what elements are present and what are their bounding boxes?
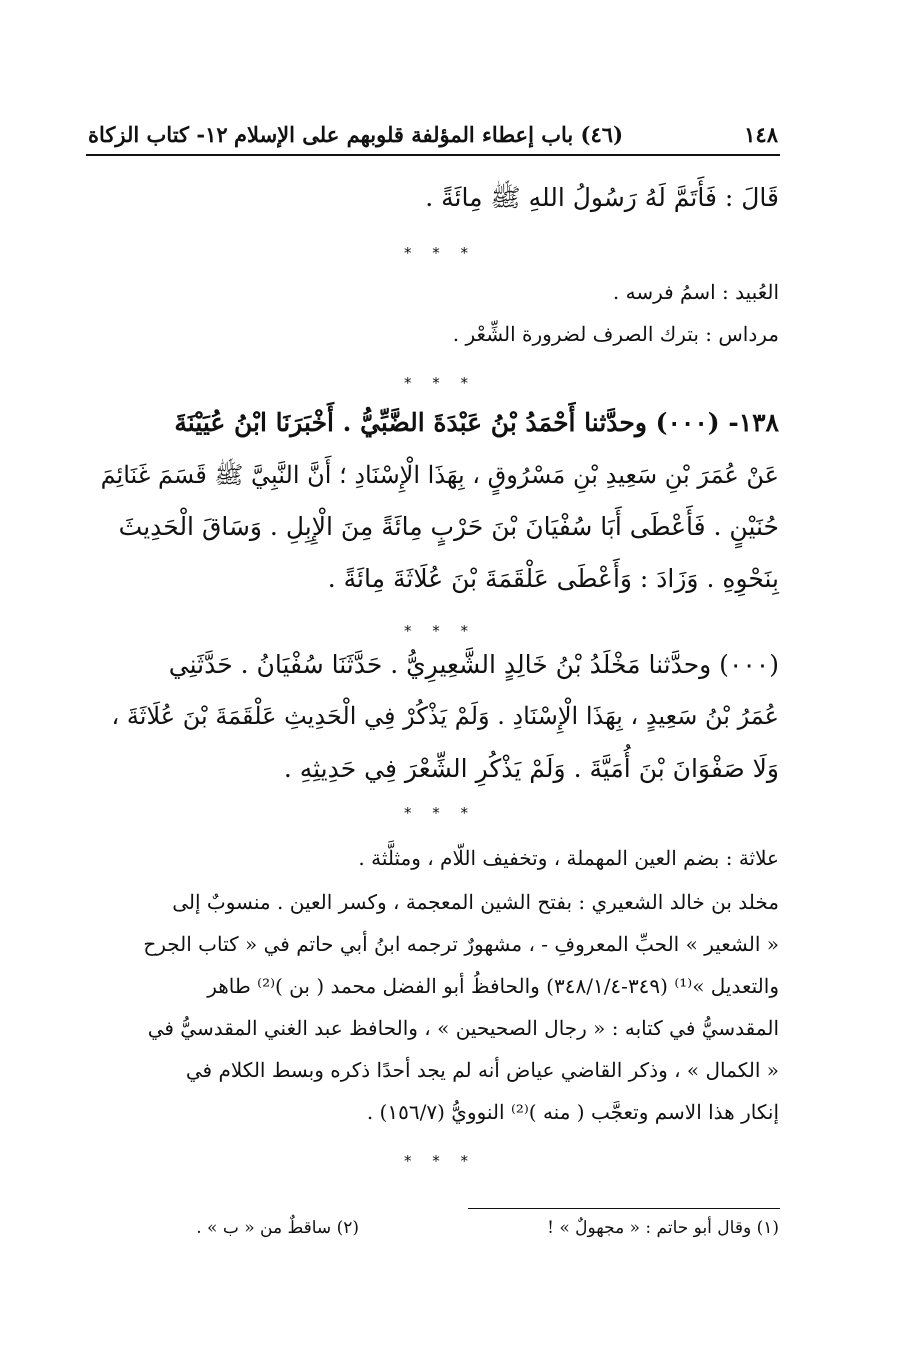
footnote-rule bbox=[468, 1208, 780, 1209]
section-separator: * * * bbox=[403, 374, 477, 392]
section-separator: * * * bbox=[403, 622, 477, 640]
running-header bbox=[88, 118, 778, 154]
text-line: قَالَ : فَأَتَمَّ لَهُ رَسُولُ اللهِ ﷺ مِائَةً . bbox=[425, 183, 779, 212]
note-line: علاثة : بضم العين المهملة ، وتخفيف اللّام ، ومثلَّثة . bbox=[358, 846, 779, 870]
footnote-1: (١) وقال أبو حاتم : « مجهولٌ » ! bbox=[547, 1218, 779, 1238]
hadith-line: ١٣٨- (٠٠٠) وحدَّثنا أَحْمَدُ بْنُ عَبْدَةَ الضَّبِّيُّ . أَخْبَرَنَا ابْنُ عُيَيْنَةَ bbox=[174, 408, 779, 437]
section-separator: * * * bbox=[403, 804, 477, 822]
hadith-line: بِنَحْوِهِ . وَزَادَ : وَأَعْطَى عَلْقَمَةَ بْنَ عُلَاثَةَ مِائَةً . bbox=[327, 564, 779, 593]
footnote-2: (٢) ساقطٌ من « ب » . bbox=[196, 1218, 359, 1238]
hadith-line: عُمَرُ بْنُ سَعِيدٍ ، بِهَذَا الْإِسْنَادِ . وَلَمْ يَذْكُرْ فِي الْحَدِيثِ عَلْقَمَةَ بْنَ عُلَاثَةَ ، bbox=[111, 702, 779, 730]
book-title: ١٢- كتاب الزكاة bbox=[88, 122, 228, 147]
hadith-line: عَنْ عُمَرَ بْنِ سَعِيدِ بْنِ مَسْرُوقٍ ، بِهَذَا الْإِسْنَادِ ؛ أَنَّ النَّبِيَّ ﷺ قَسَمَ غَنَائِمَ bbox=[100, 461, 779, 489]
hadith-line: وَلَا صَفْوَانَ بْنَ أُمَيَّةَ . وَلَمْ يَذْكُرِ الشِّعْرَ فِي حَدِيثِهِ . bbox=[283, 754, 779, 783]
note-line: والتعديل »⁽¹⁾ (٣٤٩-٣٤٨/١/٤) والحافظُ أبو الفضل محمد ( بن )⁽²⁾ طاهر bbox=[207, 974, 779, 998]
note-line: « الكمال » ، وذكر القاضي عياض أنه لم يجد أحدًا ذكره وبسط الكلام في bbox=[185, 1058, 779, 1082]
note-line: إنكار هذا الاسم وتعجَّب ( منه )⁽²⁾ النوويُّ (١٥٦/٧) . bbox=[366, 1100, 779, 1124]
note-line: مخلد بن خالد الشعيري : بفتح الشين المعجمة ، وكسر العين . منسوبٌ إلى bbox=[172, 890, 779, 914]
chapter-title: (٤٦) باب إعطاء المؤلفة قلوبهم على الإسلام bbox=[234, 122, 623, 147]
note-line: مرداس : بترك الصرف لضرورة الشِّعْر . bbox=[452, 322, 779, 346]
note-line: المقدسيُّ في كتابه : « رجال الصحيحين » ، والحافظ عبد الغني المقدسيُّ في bbox=[147, 1016, 779, 1040]
note-line: العُبيد : اسمُ فرسه . bbox=[612, 280, 779, 304]
section-separator: * * * bbox=[403, 1152, 477, 1170]
note-line: « الشعير » الحبِّ المعروفِ - ، مشهورٌ ترجمه ابنُ أبي حاتم في « كتاب الجرح bbox=[143, 932, 779, 956]
page-number: ١٤٨ bbox=[744, 122, 778, 147]
section-separator: * * * bbox=[403, 244, 477, 262]
header-rule bbox=[86, 154, 780, 156]
hadith-line: حُنَيْنٍ . فَأَعْطَى أَبَا سُفْيَانَ بْنَ حَرْبٍ مِائَةً مِنَ الْإِبِلِ . وَسَاقَ الْحَدِيثَ bbox=[118, 512, 779, 541]
hadith-line: (٠٠٠) وحدَّثنا مَخْلَدُ بْنُ خَالِدٍ الشَّعِيرِيُّ . حَدَّثَنَا سُفْيَانُ . حَدَّثَنِي bbox=[168, 650, 779, 679]
